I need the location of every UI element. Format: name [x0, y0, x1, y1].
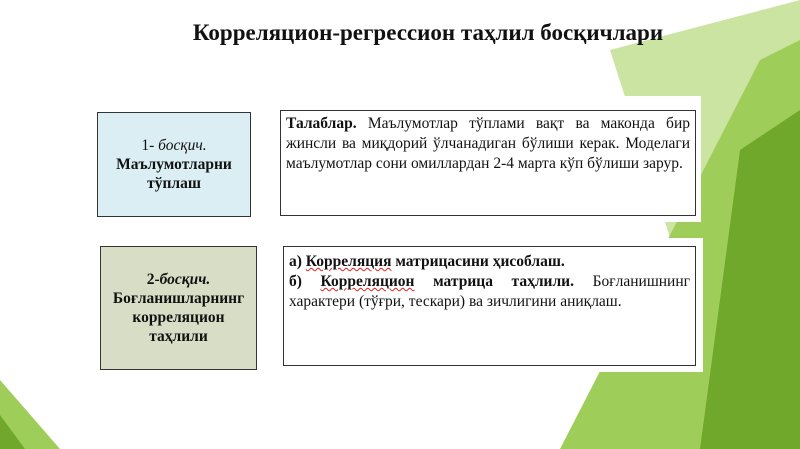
step2-line1: Боғланишларнинг [112, 290, 245, 307]
item-a-prefix: а) [289, 253, 306, 270]
item-b-text: Боғланишнинг характери (тўғри, тескари) ва зичлигини аниқлаш. [289, 273, 690, 310]
requirements-label: Талаблар. [286, 115, 357, 132]
item-b-rest: матрица таҳлили. [414, 273, 574, 290]
step2-number-line [147, 270, 211, 289]
step1-word: босқич. [158, 137, 207, 154]
step1-number-line [141, 136, 206, 155]
step1-line2: тўплаш [147, 175, 201, 192]
slide-title: Корреляцион-регрессион таҳлил босқичлари [192, 20, 664, 45]
step1-line1: Маълумотларни [116, 156, 232, 173]
step2-box [100, 246, 257, 370]
step2-word: босқич. [159, 271, 211, 288]
step2-description [283, 246, 696, 366]
item-b [289, 272, 690, 312]
item-a-rest: матрицасини ҳисоблаш. [391, 253, 565, 270]
item-a-word: Корреляция [305, 253, 392, 270]
item-b-prefix: б) [289, 273, 321, 290]
step1-description [280, 110, 696, 216]
item-b-word: Корреляцион [320, 273, 415, 290]
step1-box [97, 112, 251, 217]
step2-line3: таҳлили [149, 328, 208, 345]
step2-number: 2- [146, 271, 160, 288]
item-a [289, 252, 690, 272]
step1-number: 1- [141, 137, 159, 154]
requirements-text: Маълумотлар тўплами вақт ва маконда бир жинсли ва миқдорий ўлчанадиган бўлиши керак. Моделаги маълумотлар сони омиллардан 2-4 марта кўп бўлиши зарур. [286, 115, 690, 172]
step2-line2: корреляцион [132, 309, 225, 326]
